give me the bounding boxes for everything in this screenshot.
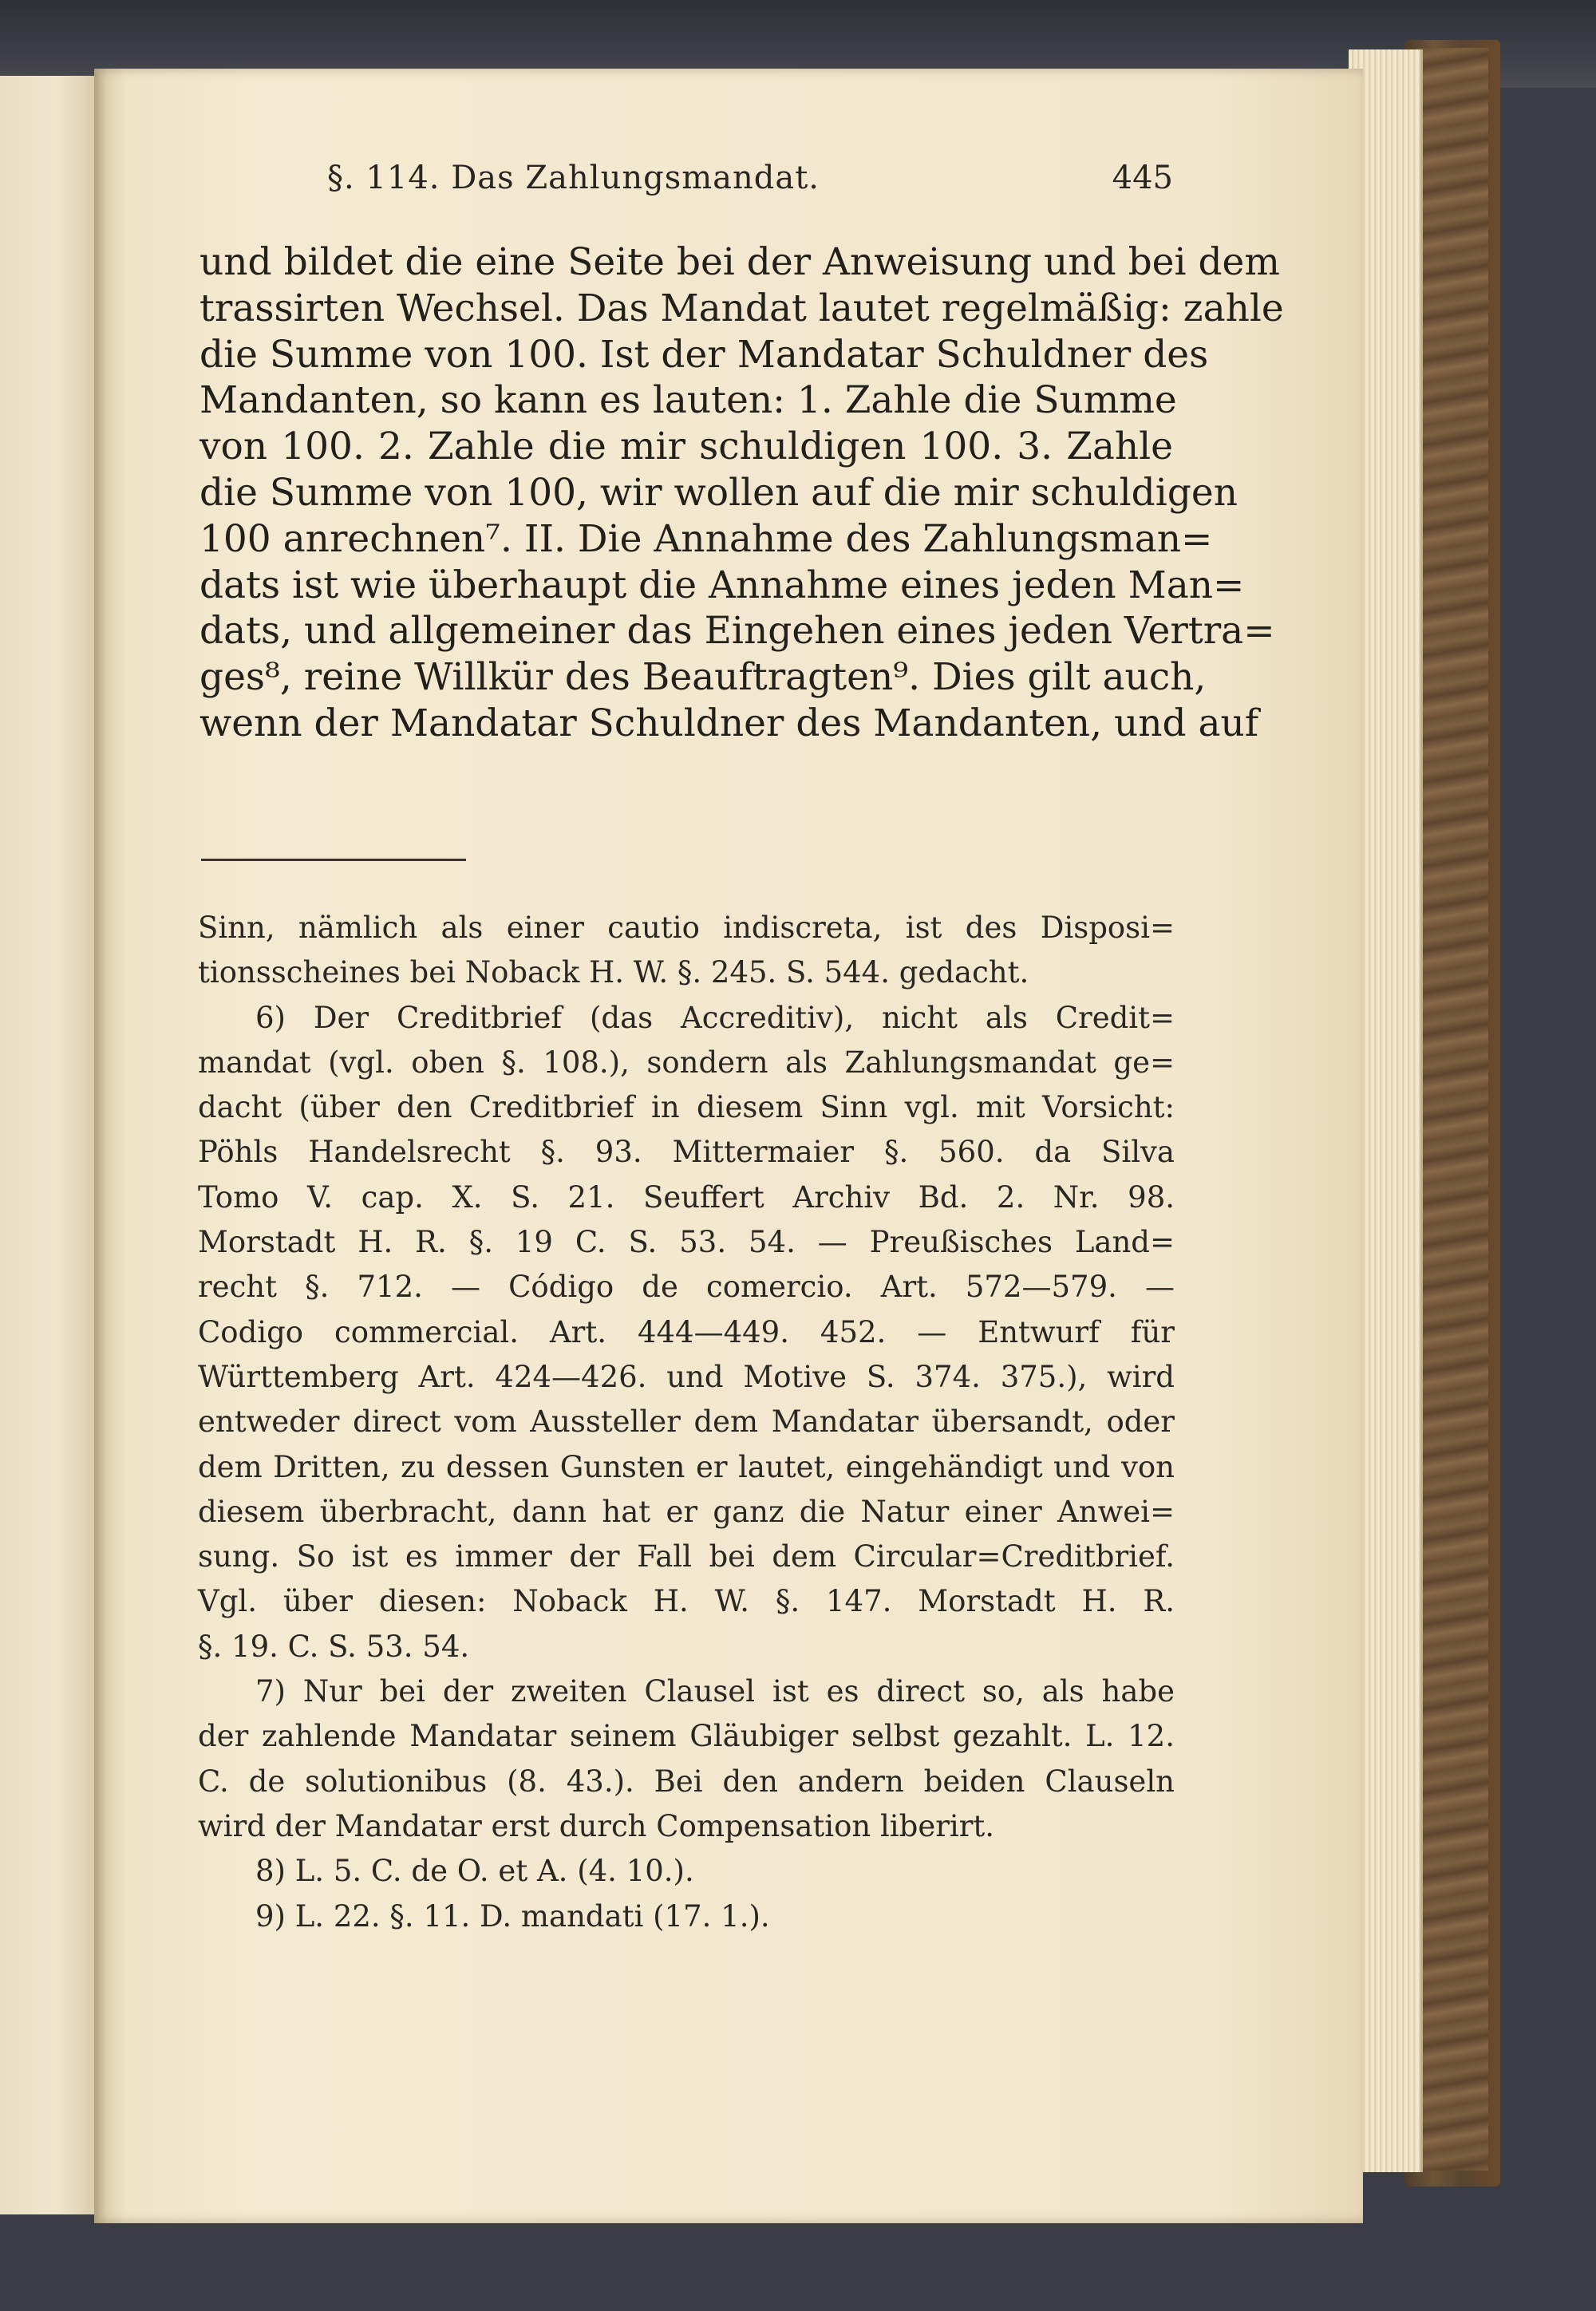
- running-head: [327, 160, 1173, 207]
- footnote-line: C. de solutionibus (8. 43.). Bei den andern beiden Clauseln: [198, 1764, 1175, 1799]
- footnote-line: §. 19. C. S. 53. 54.: [198, 1629, 470, 1664]
- footnote-line: Morstadt H. R. §. 19 C. S. 53. 54. — Preußisches Land=: [198, 1225, 1175, 1260]
- marbled-cover: [1416, 48, 1488, 2171]
- body-line: 100 anrechnen⁷. II. Die Annahme des Zahlungsman=: [200, 516, 1213, 561]
- page-number: 445: [1112, 160, 1173, 196]
- footnote-line: entweder direct vom Aussteller dem Mandatar übersandt, oder: [198, 1404, 1175, 1440]
- footnote-line: Codigo commercial. Art. 444—449. 452. — Entwurf für: [198, 1314, 1175, 1349]
- body-line: dats ist wie überhaupt die Annahme eines jeden Man=: [200, 563, 1245, 607]
- body-line: trassirten Wechsel. Das Mandat lautet regelmäßig: zahle: [200, 286, 1284, 330]
- footnote-line: Tomo V. cap. X. S. 21. Seuffert Archiv Bd. 2. Nr. 98.: [198, 1179, 1175, 1215]
- footnote-line: der zahlende Mandatar seinem Gläubiger selbst gezahlt. L. 12.: [198, 1719, 1175, 1754]
- body-line: die Summe von 100, wir wollen auf die mir schuldigen: [200, 470, 1238, 515]
- body-line: und bildet die eine Seite bei der Anweisung und bei dem: [200, 240, 1280, 284]
- body-line: die Summe von 100. Ist der Mandatar Schuldner des: [200, 332, 1209, 377]
- footnote-line: 8) L. 5. C. de O. et A. (4. 10.).: [255, 1854, 694, 1889]
- body-line: wenn der Mandatar Schuldner des Mandanten, und auf: [200, 701, 1259, 745]
- footnote-line: Vgl. über diesen: Noback H. W. §. 147. Morstadt H. R.: [198, 1584, 1175, 1619]
- footnote-line: 6) Der Creditbrief (das Accreditiv), nicht als Credit=: [255, 1000, 1175, 1035]
- footnotes: [198, 906, 1175, 1939]
- footnote-line: Sinn, nämlich als einer cautio indiscreta, ist des Disposi=: [198, 911, 1175, 945]
- footnote-line: 9) L. 22. §. 11. D. mandati (17. 1.).: [255, 1898, 770, 1934]
- footnote-line: sung. So ist es immer der Fall bei dem Circular=Creditbrief.: [198, 1539, 1175, 1574]
- footnote-line: wird der Mandatar erst durch Compensation liberirt.: [198, 1808, 995, 1843]
- footnote-line: Pöhls Handelsrecht §. 93. Mittermaier §. 560. da Silva: [198, 1135, 1175, 1170]
- body-line: Mandanten, so kann es lauten: 1. Zahle die Summe: [200, 378, 1177, 423]
- footnote-line: tionsscheines bei Noback H. W. §. 245. S. 544. gedacht.: [198, 955, 1029, 990]
- section-title: §. 114. Das Zahlungsmandat.: [327, 160, 820, 196]
- footnote-line: dacht (über den Creditbrief in diesem Sinn vgl. mit Vorsicht:: [198, 1090, 1175, 1125]
- footnote-line: 7) Nur bei der zweiten Clausel ist es direct so, als habe: [255, 1674, 1175, 1709]
- facing-page-edge: [0, 76, 96, 2214]
- footnote-separator: [201, 859, 466, 861]
- body-line: von 100. 2. Zahle die mir schuldigen 100. 3. Zahle: [200, 425, 1173, 469]
- footnote-line: mandat (vgl. oben §. 108.), sondern als Zahlungsmandat ge=: [198, 1045, 1175, 1080]
- footnote-line: Württemberg Art. 424—426. und Motive S. 374. 375.), wird: [198, 1359, 1175, 1394]
- footnote-line: diesem überbracht, dann hat er ganz die Natur einer Anwei=: [198, 1494, 1175, 1529]
- body-line: dats, und allgemeiner das Eingehen eines jeden Vertra=: [200, 609, 1275, 654]
- body-line: ges⁸, reine Willkür des Beauftragten⁹. Dies gilt auch,: [200, 655, 1207, 700]
- footnote-line: dem Dritten, zu dessen Gunsten er lautet, eingehändigt und von: [198, 1449, 1175, 1484]
- main-text: [200, 239, 1284, 747]
- footnote-line: recht §. 712. — Código de comercio. Art. 572—579. —: [198, 1270, 1175, 1305]
